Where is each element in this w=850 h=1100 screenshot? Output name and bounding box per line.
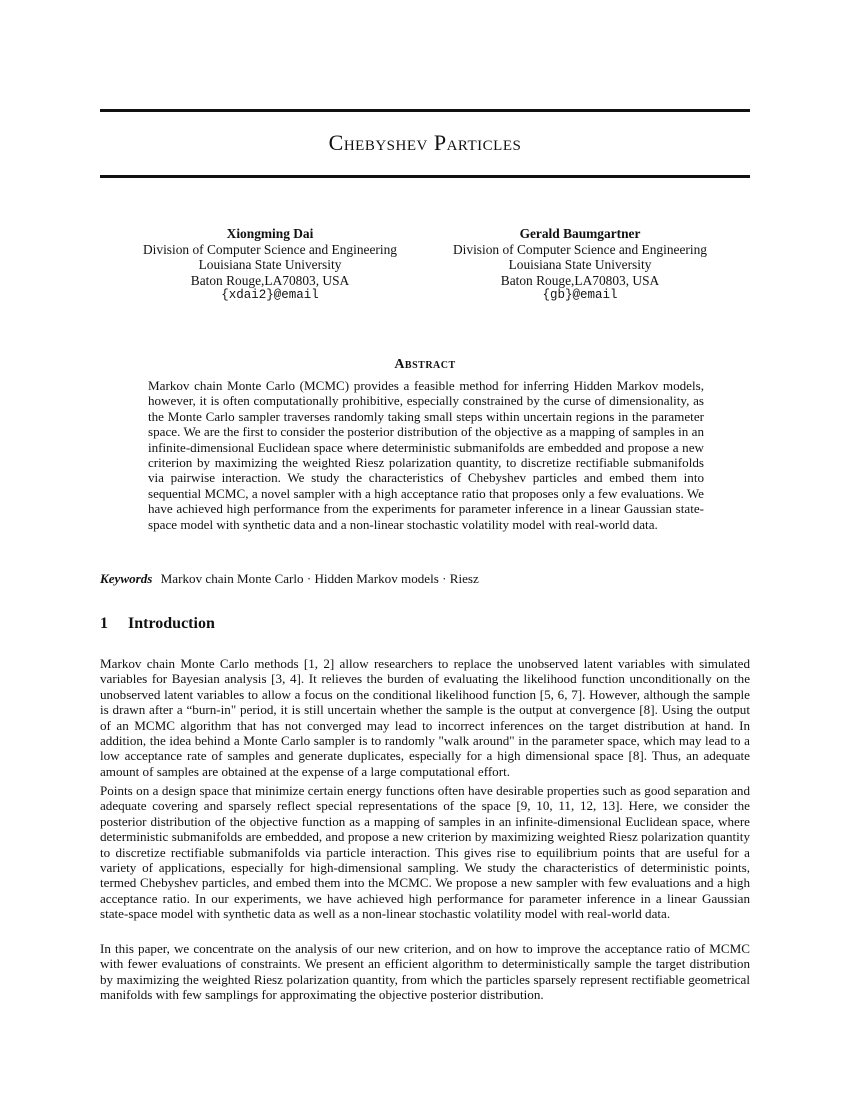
author-affiliation: Division of Computer Science and Engineering <box>453 241 707 257</box>
keywords-label: Keywords <box>100 571 153 586</box>
author-name: Xiongming Dai <box>226 226 314 241</box>
section-heading <box>100 615 215 633</box>
intro-paragraph-1: Markov chain Monte Carlo methods [1, 2] allow researchers to replace the unobserved latent variables with simulated variables for Bayesian analysis [3, 4]. It relieves the burden of evaluating the likelihood function unconditionally on the unobserved latent variables to allow a focus on the conditional likelihood function [5, 6, 7]. However, although the sample is drawn after a “burn-in" period, it is still uncertain whether the sample is the output at convergence [8]. Using the output of an MCMC algorithm that has not converged may lead to incorrect inferences on the target distribution at hand. In addition, the idea behind a Monte Carlo sampler is to randomly "walk around" in the parameter space, which may lead to a low acceptance rate of samples and generate duplicates, especially for a high dimensional space [8]. Thus, an adequate amount of samples are obtained at the expense of a large computational effort. <box>100 656 750 779</box>
keywords-text: Markov chain Monte Carlo · Hidden Markov models · Riesz <box>160 571 479 586</box>
author-block-2 <box>420 226 740 304</box>
author-address: Baton Rouge,LA70803, USA <box>500 272 660 288</box>
title-rule-top <box>100 109 750 112</box>
keywords <box>100 571 750 587</box>
intro-paragraph-3: In this paper, we concentrate on the analysis of our new criterion, and on how to improve the acceptance ratio of MCMC with fewer evaluations of constraints. We present an efficient algorithm to deterministically sample the target distribution by maximizing the weighted Riesz polarization quantity, from which the particles sparsely represent rectifiable geometrical manifolds with few samplings for approximating the objective posterior distribution. <box>100 941 750 1003</box>
author-university: Louisiana State University <box>508 257 652 272</box>
section-number: 1 <box>100 615 108 632</box>
arxiv-stamp <box>4 300 64 700</box>
abstract-text: Markov chain Monte Carlo (MCMC) provides a feasible method for inferring Hidden Markov models, however, it is often computationally prohibitive, especially constrained by the curse of dimensionality, as the Monte Carlo sampler traverses randomly taking small steps within uncertain regions in the parameter space. We are the first to consider the posterior distribution of the objective as a mapping of samples in an infinite-dimensional Euclidean space where deterministic submanifolds are embedded and propose a new criterion by maximizing the weighted Riesz polarization quantity, to discretize rectifiable submanifolds via pairwise interaction. We study the characteristics of Chebyshev particles and embed them into sequential MCMC, a novel sampler with a high acceptance ratio that proposes only a few evaluations. We have achieved high performance from the experiments for parameter inference in a linear Gaussian state-space model with synthetic data and a non-linear stochastic volatility model with real-world data. <box>148 378 704 532</box>
section-title: Introduction <box>128 615 215 632</box>
author-name: Gerald Baumgartner <box>519 226 641 241</box>
author-address: Baton Rouge,LA70803, USA <box>190 272 350 288</box>
intro-paragraph-2: Points on a design space that minimize certain energy functions often have desirable properties such as good separation and adequate covering and sparsely reflect special representations of the space [9, 10, 11, 12, 13]. Here, we consider the posterior distribution of the objective function as a mapping of samples in an infinite-dimensional Euclidean space, where deterministic submanifolds are embedded, and propose a new criterion by maximizing weighted Riesz polarization quantity to discretize rectifiable submanifolds via particle interaction. This gives rise to equilibrium points that are useful for a variety of applications, especially for high-dimensional sampling. We study the characteristics of deterministic points, termed Chebyshev particles, and embed them into the MCMC. We propose a new sampler with few evaluations and a high acceptance ratio. In our experiments, we have achieved high performance for parameter inference in a linear Gaussian state-space model with synthetic data as well as a non-linear stochastic volatility model with real-world data. <box>100 783 750 922</box>
abstract-heading: Abstract <box>394 357 456 372</box>
paper-title: Chebyshev Particles <box>328 130 522 155</box>
author-university: Louisiana State University <box>198 257 342 272</box>
author-affiliation: Division of Computer Science and Engineering <box>143 241 397 257</box>
arxiv-stamp-svg <box>4 300 64 700</box>
author-email: {gb}@email <box>542 288 618 302</box>
author-block-1 <box>110 226 430 304</box>
author-email: {xdai2}@email <box>221 288 319 302</box>
title-rule-bottom <box>100 175 750 178</box>
